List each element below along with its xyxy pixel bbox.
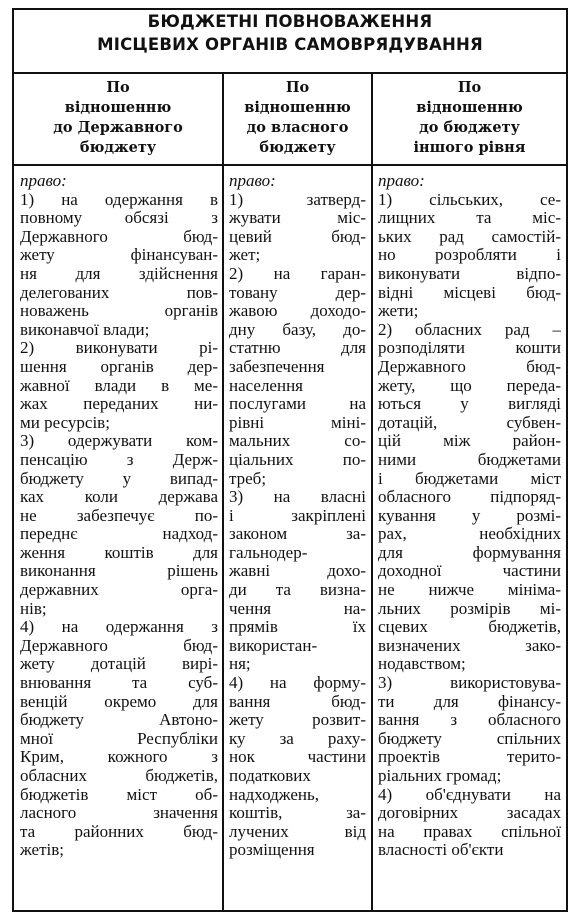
header-line: По bbox=[285, 79, 310, 96]
text-line: ках коли держава bbox=[20, 488, 218, 507]
title-line-2: МІСЦЕВИХ ОРГАНІВ САМОВРЯДУВАННЯ bbox=[97, 35, 483, 54]
text-line: лучених від bbox=[229, 822, 366, 841]
text-line: податкових bbox=[229, 767, 311, 785]
text-line: 4) об'єднувати на bbox=[378, 785, 561, 804]
text-line: виконання рішень bbox=[20, 562, 218, 581]
text-line: но розробляти і bbox=[378, 246, 561, 265]
text-line: жавної влади в ме- bbox=[20, 376, 218, 395]
text-line: льних розмірів мі- bbox=[378, 599, 561, 618]
title-divider bbox=[12, 72, 568, 74]
text-line: ними бюджетами bbox=[378, 450, 561, 469]
text-line: новажень органів bbox=[20, 302, 218, 321]
text-line: ціальних по- bbox=[229, 450, 366, 469]
text-line: ласного значення bbox=[20, 804, 218, 823]
column-divider-2 bbox=[371, 74, 373, 912]
text-line: виконавчої влади; bbox=[20, 320, 150, 339]
text-line: ти для фінансу- bbox=[378, 692, 561, 711]
text-line: право: bbox=[20, 172, 67, 190]
text-line: право: bbox=[378, 172, 425, 190]
text-line: 2) виконувати рі- bbox=[20, 339, 218, 358]
text-line: внювання та суб- bbox=[20, 674, 218, 693]
text-line: і бюджетами міст bbox=[378, 469, 561, 488]
text-line: послугами на bbox=[229, 395, 366, 414]
text-line: чення на- bbox=[229, 599, 366, 618]
text-line: надходжень, bbox=[229, 785, 319, 804]
text-line: жету розвит- bbox=[229, 711, 366, 730]
text-line: ня; bbox=[229, 655, 251, 674]
text-line: жету фінансуван- bbox=[20, 246, 218, 265]
text-line: рах, необхідних bbox=[378, 525, 561, 544]
text-line: не нижче мініма- bbox=[378, 581, 561, 600]
header-line: іншого рівня bbox=[413, 139, 526, 156]
column-body-own-budget bbox=[229, 172, 366, 860]
text-line: розподіляти кошти bbox=[378, 339, 561, 358]
text-line: Крим, кожного з bbox=[20, 748, 218, 767]
text-line: нів; bbox=[20, 599, 47, 618]
text-line: обласного підпоряд- bbox=[378, 488, 561, 507]
text-line: переднє надход- bbox=[20, 525, 218, 544]
text-line: дну базу, до- bbox=[229, 320, 366, 339]
text-line: виконувати відпо- bbox=[378, 264, 561, 283]
text-line: кування у розмі- bbox=[378, 506, 561, 525]
text-line: лищних та міс- bbox=[378, 209, 561, 228]
header-line: По bbox=[457, 79, 482, 96]
text-line: ку за раху- bbox=[229, 729, 366, 748]
text-line: 2) на гаран- bbox=[229, 264, 366, 283]
text-line: жавою доходо- bbox=[229, 302, 366, 321]
column-divider-1 bbox=[222, 74, 224, 912]
text-line: право: bbox=[229, 172, 276, 190]
text-line: товану дер- bbox=[229, 283, 366, 302]
header-line: бюджету bbox=[79, 139, 157, 156]
text-line: прямів їх bbox=[229, 618, 366, 637]
header-line: відношенню bbox=[416, 99, 523, 116]
text-line: і закріплені bbox=[229, 506, 366, 525]
text-line: бюджету спільних bbox=[378, 729, 561, 748]
text-line: нок частини bbox=[229, 748, 366, 767]
text-line: власності об'єкти bbox=[378, 841, 504, 860]
text-line: Державного бюд- bbox=[378, 357, 561, 376]
text-line: 3) одержувати ком- bbox=[20, 432, 218, 451]
text-line: ріальних громад; bbox=[378, 767, 502, 785]
text-line: повному обсязі з bbox=[20, 209, 218, 228]
text-line: бюджету у випад- bbox=[20, 469, 218, 488]
column-body-state-budget bbox=[20, 172, 218, 860]
text-line: шення органів дер- bbox=[20, 357, 218, 376]
text-line: ми ресурсів; bbox=[20, 413, 110, 432]
text-line: населення bbox=[229, 376, 303, 395]
column-header-state-budget bbox=[14, 78, 222, 168]
text-line: ьких рад самостій- bbox=[378, 227, 561, 246]
header-line: до Державного bbox=[53, 119, 183, 136]
text-line: договірних засадах bbox=[378, 804, 561, 823]
text-line: визначених зако- bbox=[378, 636, 561, 655]
text-line: венцій окремо для bbox=[20, 692, 218, 711]
text-line: 3) на власні bbox=[229, 488, 366, 507]
title-line-1: БЮДЖЕТНІ ПОВНОВАЖЕННЯ bbox=[147, 12, 433, 31]
header-line: бюджету bbox=[259, 139, 336, 156]
text-line: рівні міні- bbox=[229, 413, 366, 432]
text-line: 1) на одержання в bbox=[20, 190, 218, 209]
text-line: проектів терито- bbox=[378, 748, 561, 767]
column-body-other-level-budget bbox=[378, 172, 561, 860]
text-line: пенсацію з Держ- bbox=[20, 450, 218, 469]
column-header-own-budget bbox=[224, 78, 371, 168]
text-line: гальнодер- bbox=[229, 543, 308, 562]
text-line: бюджету Автоно- bbox=[20, 711, 218, 730]
text-line: законом за- bbox=[229, 525, 366, 544]
text-line: жувати міс- bbox=[229, 209, 366, 228]
header-line: до власного bbox=[246, 119, 349, 136]
text-line: нодавством; bbox=[378, 655, 466, 674]
text-line: делегованих пов- bbox=[20, 283, 218, 302]
text-line: жах переданих ни- bbox=[20, 395, 218, 414]
text-line: жетів; bbox=[20, 841, 64, 860]
text-line: Державного бюд- bbox=[20, 227, 218, 246]
column-header-other-level-budget bbox=[373, 78, 566, 168]
text-line: жету дотацій вирі- bbox=[20, 655, 218, 674]
text-line: жавні дохо- bbox=[229, 562, 366, 581]
text-line: вання бюд- bbox=[229, 692, 366, 711]
text-line: треб; bbox=[229, 469, 267, 488]
text-line: сцевих бюджетів, bbox=[378, 618, 561, 637]
text-line: відні місцеві бюд- bbox=[378, 283, 561, 302]
text-line: мальних со- bbox=[229, 432, 366, 451]
header-line: відношенню bbox=[244, 99, 351, 116]
text-line: забезпечення bbox=[229, 357, 325, 376]
text-line: ня для здійснення bbox=[20, 264, 218, 283]
text-line: 1) затверд- bbox=[229, 190, 366, 209]
text-line: мної Республіки bbox=[20, 729, 218, 748]
text-line: 4) на форму- bbox=[229, 674, 366, 693]
text-line: ються у вигляді bbox=[378, 395, 561, 414]
table-title bbox=[12, 10, 568, 56]
text-line: використан- bbox=[229, 636, 318, 655]
text-line: Державного бюд- bbox=[20, 636, 218, 655]
text-line: бюджетів міст об- bbox=[20, 785, 218, 804]
text-line: державних орга- bbox=[20, 581, 218, 600]
text-line: 4) на одержання з bbox=[20, 618, 218, 637]
header-line: відношенню bbox=[64, 99, 172, 116]
text-line: жету, що переда- bbox=[378, 376, 561, 395]
text-line: 2) обласних рад – bbox=[378, 320, 561, 339]
header-line: до бюджету bbox=[419, 119, 520, 136]
header-line: По bbox=[106, 79, 130, 96]
text-line: вання з обласного bbox=[378, 711, 561, 730]
text-line: ди та визна- bbox=[229, 581, 366, 600]
text-line: коштів, за- bbox=[229, 804, 366, 823]
text-line: статню для bbox=[229, 339, 366, 358]
text-line: та районних бюд- bbox=[20, 822, 218, 841]
text-line: обласних бюджетів, bbox=[20, 767, 218, 785]
text-line: цевий бюд- bbox=[229, 227, 366, 246]
text-line: дотацій, субвен- bbox=[378, 413, 561, 432]
text-line: жети; bbox=[378, 302, 419, 321]
text-line: цій між район- bbox=[378, 432, 561, 451]
text-line: 3) використовува- bbox=[378, 674, 561, 693]
text-line: доходної частини bbox=[378, 562, 561, 581]
text-line: на правах спільної bbox=[378, 822, 561, 841]
text-line: розміщення bbox=[229, 841, 315, 860]
text-line: ження коштів для bbox=[20, 543, 218, 562]
text-line: жет; bbox=[229, 246, 261, 265]
text-line: не забезпечує по- bbox=[20, 506, 218, 525]
text-line: для формування bbox=[378, 543, 561, 562]
text-line: 1) сільських, се- bbox=[378, 190, 561, 209]
